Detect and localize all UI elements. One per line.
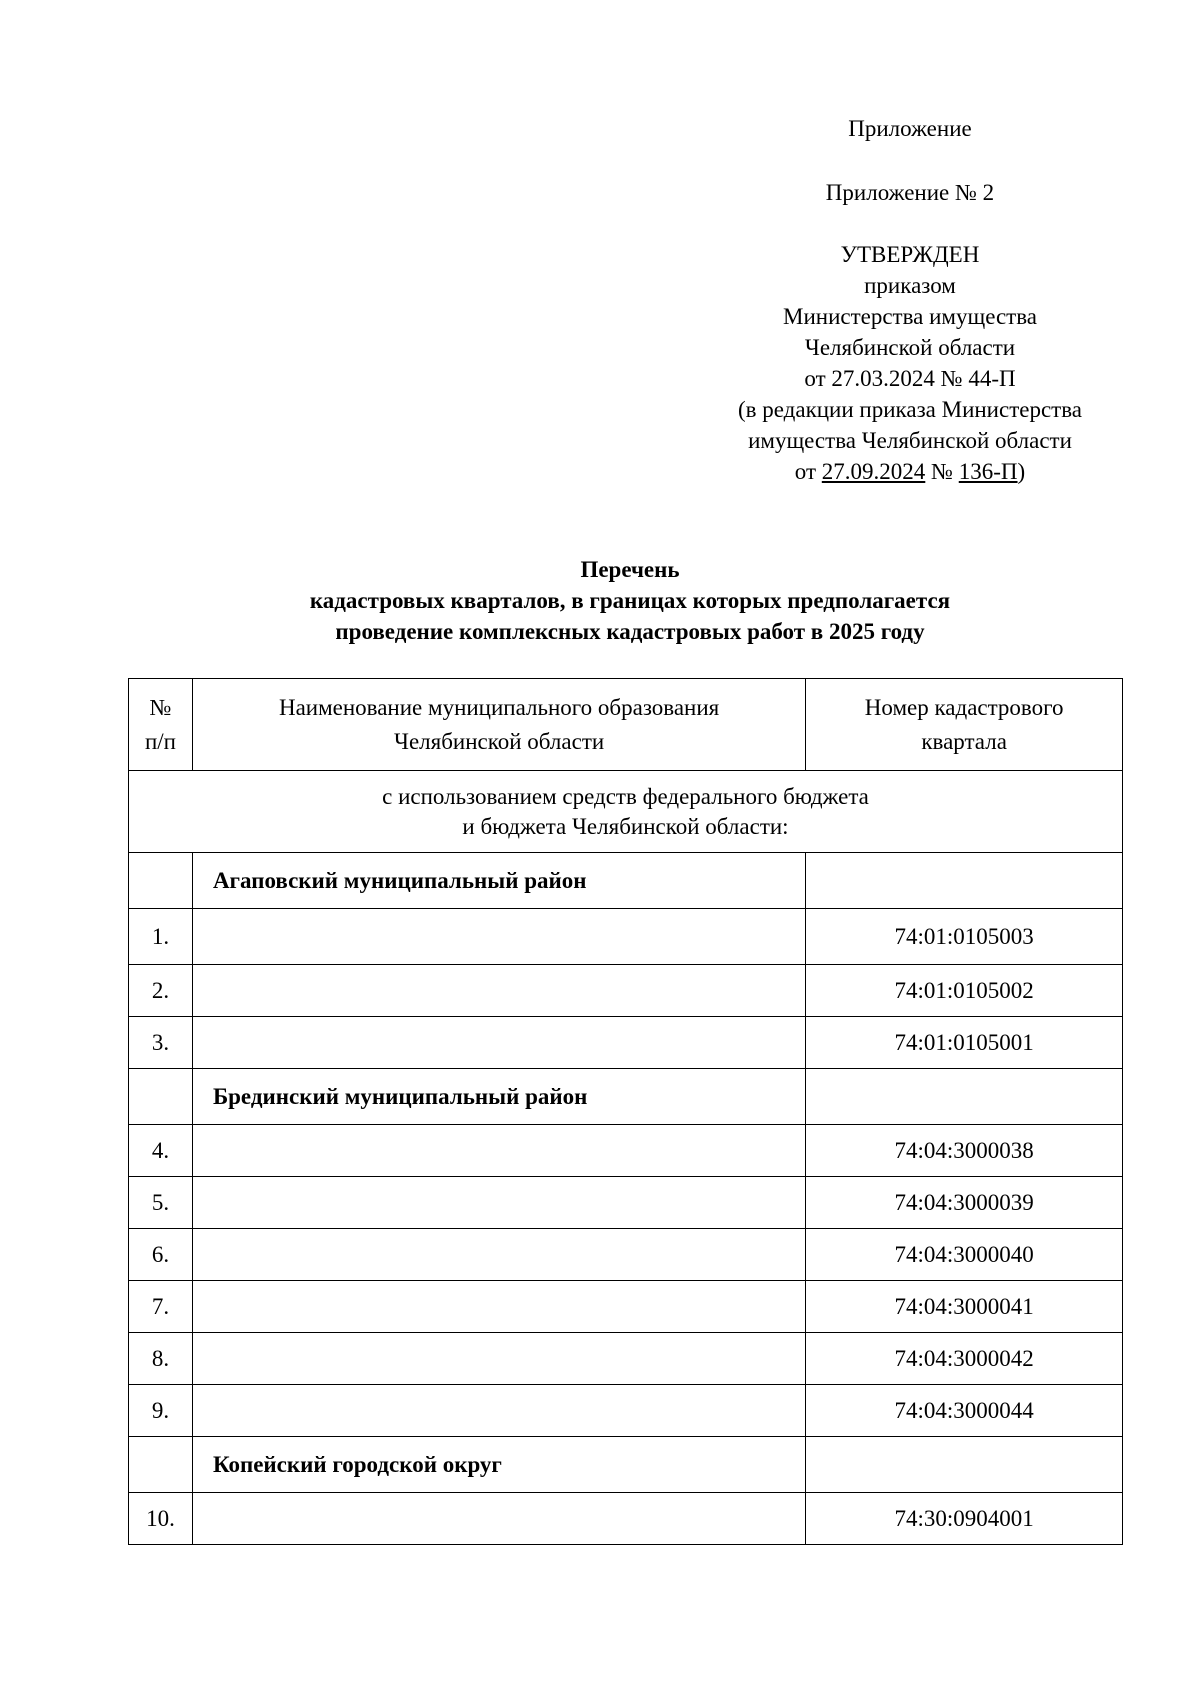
- row-name: [192, 1229, 805, 1281]
- group-row: [129, 853, 1123, 909]
- table-header-row: [129, 679, 1123, 771]
- row-code: 74:04:3000038: [806, 1125, 1123, 1177]
- row-num: 4.: [129, 1125, 193, 1177]
- row-name: [192, 1385, 805, 1437]
- row-code: 74:01:0105003: [806, 909, 1123, 965]
- table-row: [129, 1017, 1123, 1069]
- header-name: [192, 679, 805, 771]
- table-row: [129, 1229, 1123, 1281]
- header-code-line2: квартала: [921, 728, 1007, 754]
- approval-amend-line1: (в редакции приказа Министерства: [737, 397, 1082, 422]
- amend-number: 136-П: [958, 459, 1018, 484]
- row-code: 74:04:3000040: [806, 1229, 1123, 1281]
- cadastral-quarters-table: [128, 678, 1123, 1545]
- row-num: 6.: [129, 1229, 193, 1281]
- group-code-cell: [806, 1069, 1123, 1125]
- header-name-line2: Челябинской области: [394, 728, 605, 754]
- table-row: [129, 1177, 1123, 1229]
- header-name-line1: Наименование муниципального образования: [278, 694, 720, 720]
- row-num: 3.: [129, 1017, 193, 1069]
- row-num: 1.: [129, 909, 193, 965]
- amend-number-sign: №: [925, 459, 959, 484]
- section-line1: с использованием средств федерального бюджета: [382, 783, 869, 809]
- amend-date: 27.09.2024: [821, 459, 926, 484]
- table-row: [129, 1493, 1123, 1545]
- table-row: [129, 909, 1123, 965]
- funding-section-cell: [129, 771, 1123, 853]
- approval-by-order: приказом: [864, 273, 956, 298]
- approval-ministry: Министерства имущества: [783, 304, 1037, 329]
- amend-prefix: от: [794, 459, 822, 484]
- document-title: [130, 554, 1130, 647]
- row-name: [192, 1125, 805, 1177]
- group-name: Копейский городской округ: [192, 1437, 805, 1493]
- header-num-line2: п/п: [144, 728, 176, 754]
- approval-stamp: [690, 239, 1130, 487]
- group-row: [129, 1437, 1123, 1493]
- row-name: [192, 1017, 805, 1069]
- header-num-line1: №: [149, 694, 172, 720]
- row-code: 74:01:0105002: [806, 965, 1123, 1017]
- title-line3: проведение комплексных кадастровых работ в 2025 году: [335, 619, 925, 644]
- group-name: Агаповский муниципальный район: [192, 853, 805, 909]
- group-num-cell: [129, 1069, 193, 1125]
- approval-order-date-number: от 27.03.2024 № 44-П: [804, 366, 1016, 391]
- row-num: 9.: [129, 1385, 193, 1437]
- title-line1: Перечень: [580, 557, 680, 582]
- row-code: 74:04:3000044: [806, 1385, 1123, 1437]
- group-name: Брединский муниципальный район: [192, 1069, 805, 1125]
- row-name: [192, 1281, 805, 1333]
- funding-section-row: [129, 771, 1123, 853]
- approval-amend-line2: имущества Челябинской области: [748, 428, 1072, 453]
- group-num-cell: [129, 1437, 193, 1493]
- section-line2: и бюджета Челябинской области:: [462, 813, 789, 839]
- row-num: 8.: [129, 1333, 193, 1385]
- table-row: [129, 965, 1123, 1017]
- amend-suffix: ): [1017, 459, 1026, 484]
- group-code-cell: [806, 1437, 1123, 1493]
- row-code: 74:30:0904001: [806, 1493, 1123, 1545]
- table-row: [129, 1333, 1123, 1385]
- row-num: 2.: [129, 965, 193, 1017]
- header-code-line1: Номер кадастрового: [864, 694, 1064, 720]
- group-code-cell: [806, 853, 1123, 909]
- approval-amend-line3: [690, 456, 1130, 487]
- title-line2: кадастровых кварталов, в границах которых предполагается: [309, 588, 951, 613]
- row-name: [192, 965, 805, 1017]
- row-code: 74:04:3000042: [806, 1333, 1123, 1385]
- approval-approved: УТВЕРЖДЕН: [840, 242, 980, 267]
- row-num: 5.: [129, 1177, 193, 1229]
- row-code: 74:04:3000039: [806, 1177, 1123, 1229]
- row-name: [192, 1333, 805, 1385]
- group-row: [129, 1069, 1123, 1125]
- header-code: [806, 679, 1123, 771]
- row-num: 7.: [129, 1281, 193, 1333]
- row-name: [192, 909, 805, 965]
- header-num: [129, 679, 193, 771]
- annex-2-label: Приложение № 2: [825, 180, 995, 205]
- row-name: [192, 1177, 805, 1229]
- group-num-cell: [129, 853, 193, 909]
- row-code: 74:01:0105001: [806, 1017, 1123, 1069]
- row-name: [192, 1493, 805, 1545]
- row-num: 10.: [129, 1493, 193, 1545]
- table-row: [129, 1385, 1123, 1437]
- annex-label: Приложение: [848, 116, 972, 141]
- table-row: [129, 1125, 1123, 1177]
- approval-region: Челябинской области: [804, 335, 1016, 360]
- row-code: 74:04:3000041: [806, 1281, 1123, 1333]
- table-row: [129, 1281, 1123, 1333]
